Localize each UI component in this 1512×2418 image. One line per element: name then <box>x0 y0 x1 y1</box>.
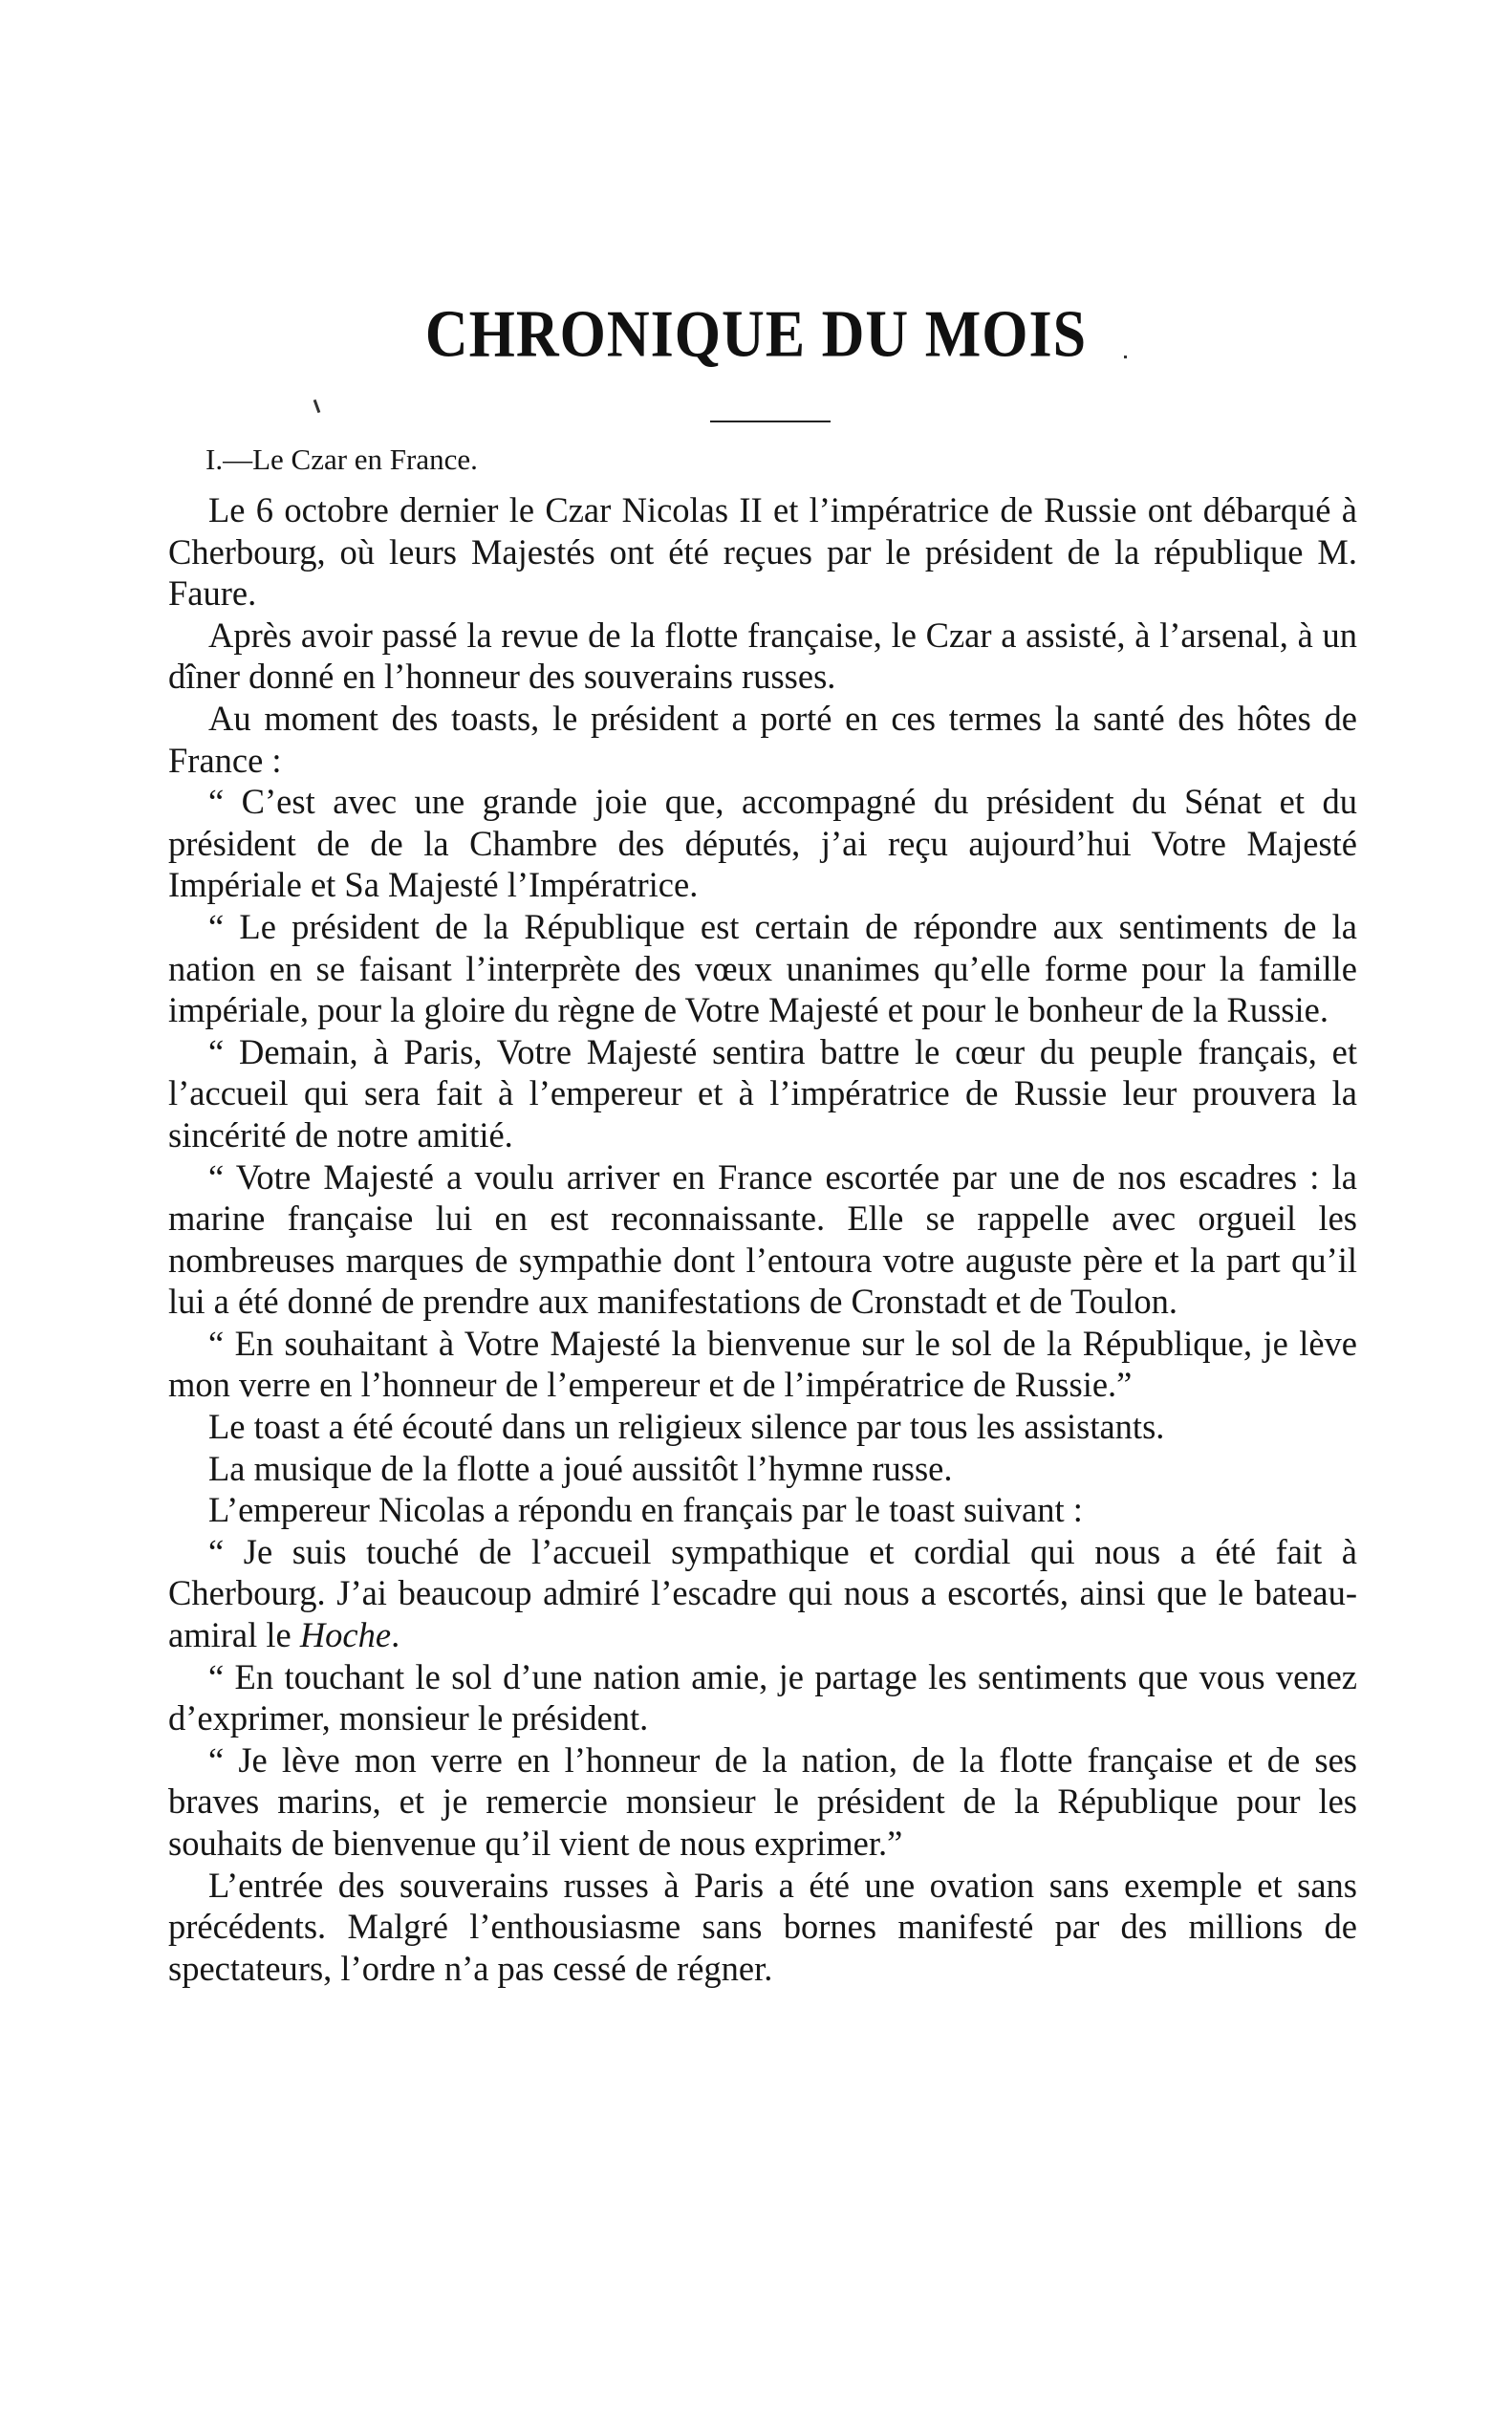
quote-paragraph: “ C’est avec une grande joie que, accompagné du président du Sénat et du président de de la Chambre des députés, j’ai reçu aujourd’hui Votre Majesté Impériale et Sa Majesté l’Impératrice. <box>168 782 1357 905</box>
quote-paragraph: “ Demain, à Paris, Votre Majesté sentira battre le cœur du peuple français, et l’accueil qui sera fait à l’empereur et à l’impératrice de Russie leur prouvera la sincérité de notre amitié. <box>168 1031 1357 1155</box>
quote-text: “ Je suis touché de l’accueil sympathique et cordial qui nous a été fait à Cherbourg. J’ai beaucoup admiré l’escadre qui nous a escortés, ainsi que le bateau-amiral le <box>168 1531 1357 1655</box>
quote-paragraph <box>168 1531 1357 1656</box>
quote-paragraph: “ Je lève mon verre en l’honneur de la nation, de la flotte française et de ses braves marins, et je remercie monsieur le président de la République pour les souhaits de bienvenue qu’il vient de nous exprimer.” <box>168 1739 1357 1863</box>
quote-paragraph: “ Votre Majesté a voulu arriver en France escortée par une de nos escadres : la marine française lui en est reconnaissante. Elle se rappelle avec orgueil les nombreuses marques de sympathie dont l’entoura votre auguste père et la part qu’il lui a été donné de prendre aux manifestations de Cronstadt et de Toulon. <box>168 1156 1357 1322</box>
quote-paragraph: “ Le président de la République est certain de répondre aux sentiments de la nation en se faisant l’interprète des vœux unanimes qu’elle forme pour la famille impériale, pour la gloire du règne de Votre Majesté et pour le bonheur de la Russie. <box>168 906 1357 1030</box>
quote-paragraph: “ En souhaitant à Votre Majesté la bienvenue sur le sol de la République, je lève mon verre en l’honneur de l’empereur et de l’impératrice de Russie.” <box>168 1323 1357 1405</box>
paragraph: Le toast a été écouté dans un religieux silence par tous les assistants. <box>208 1407 1165 1447</box>
print-speck <box>313 399 321 413</box>
paragraph: L’empereur Nicolas a répondu en français par le toast suivant : <box>208 1490 1083 1530</box>
print-speck <box>1124 356 1127 358</box>
page-title: CHRONIQUE DU MOIS <box>424 297 1088 372</box>
quote-text: . <box>391 1615 400 1655</box>
paragraph: Le 6 octobre dernier le Czar Nicolas II et l’impératrice de Russie ont débarqué à Cherbourg, où leurs Majestés ont été reçues par le président de la république M. Faure. <box>168 490 1357 614</box>
section-heading: I.—Le Czar en France. <box>205 443 478 476</box>
quote-paragraph: “ En touchant le sol d’une nation amie, je partage les sentiments que vous venez d’exprimer, monsieur le président. <box>168 1656 1357 1738</box>
paragraph: La musique de la flotte a joué aussitôt l’hymne russe. <box>208 1448 953 1488</box>
ship-name: Hoche <box>299 1615 392 1655</box>
title-divider <box>710 421 831 422</box>
paragraph: L’entrée des souverains russes à Paris a été une ovation sans exemple et sans précédents. Malgré l’enthousiasme sans bornes manifesté par des millions de spectateurs, l’ordre n’a pas cessé de régner. <box>168 1865 1357 1988</box>
paragraph: Au moment des toasts, le président a porté en ces termes la santé des hôtes de France : <box>168 698 1357 780</box>
article-body <box>168 489 1357 1989</box>
paragraph: Après avoir passé la revue de la flotte française, le Czar a assisté, à l’arsenal, à un dîner donné en l’honneur des souverains russes. <box>168 615 1357 697</box>
